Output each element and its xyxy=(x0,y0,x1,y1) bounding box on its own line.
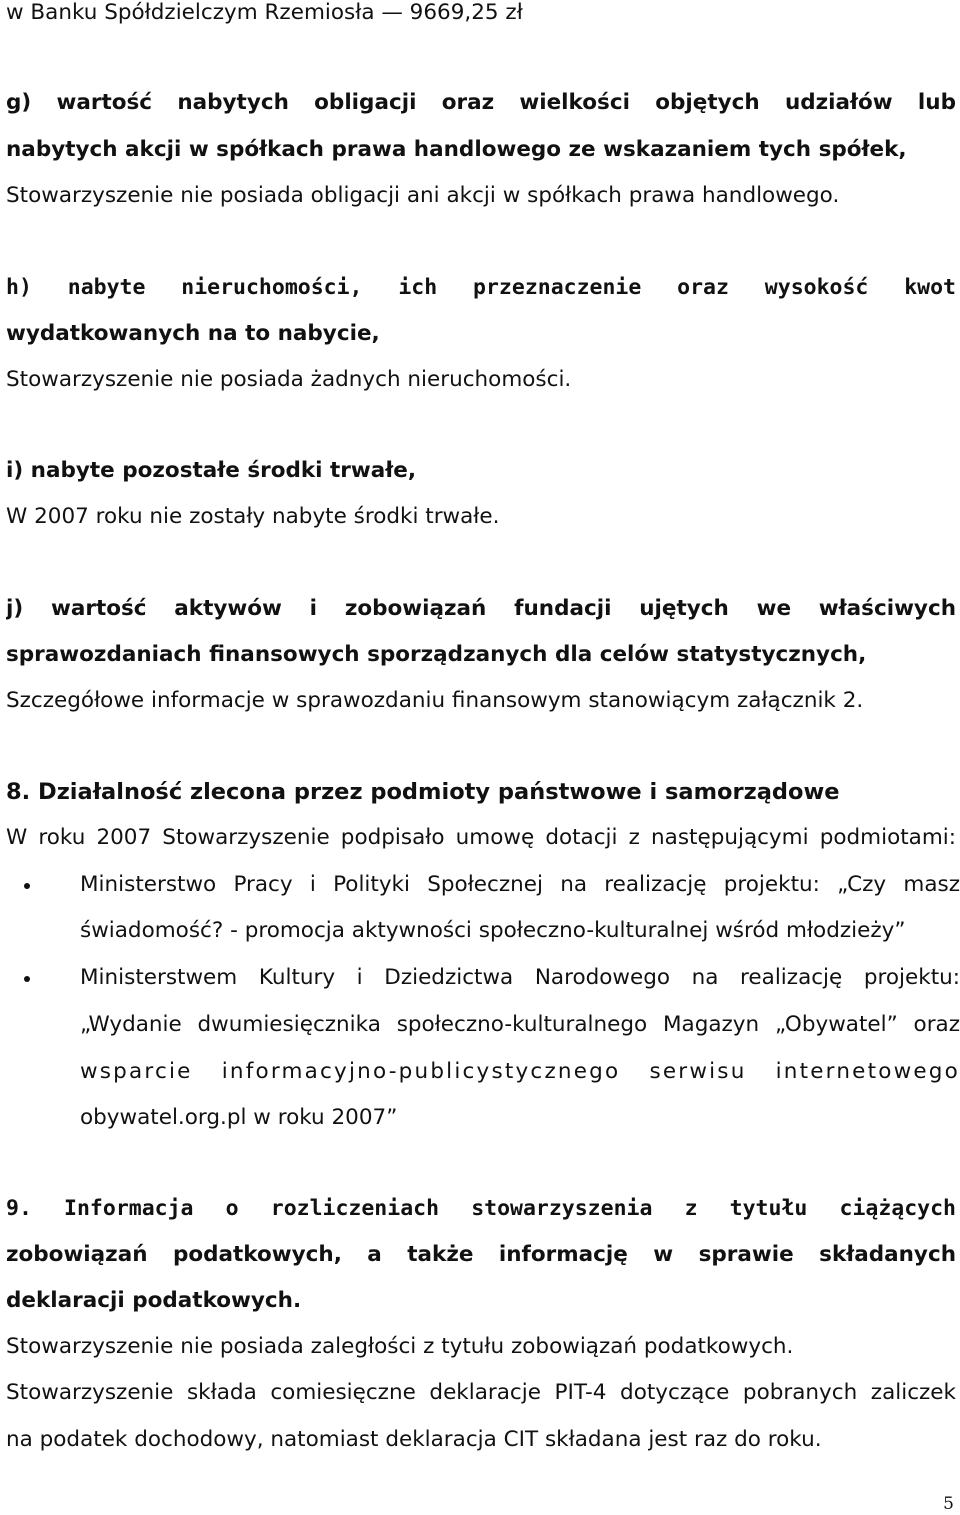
top-line: w Banku Spółdzielczym Rzemiosła — 9669,25 zł xyxy=(6,0,523,25)
section-8-heading: 8. Działalność zlecona przez podmioty państwowe i samorządowe xyxy=(6,779,840,805)
section-8-intro: W roku 2007 Stowarzyszenie podpisało umowę dotacji z następującymi podmiotami: xyxy=(6,825,956,850)
bullet-1-line1: Ministerstwo Pracy i Polityki Społecznej na realizację projektu: „Czy masz xyxy=(80,872,960,897)
section-g-heading-line1: g) wartość nabytych obligacji oraz wielkości objętych udziałów lub xyxy=(6,90,956,115)
bullet-2-line4: obywatel.org.pl w roku 2007” xyxy=(80,1105,398,1130)
section-j-text: Szczegółowe informacje w sprawozdaniu finansowym stanowiącym załącznik 2. xyxy=(6,688,864,713)
bullet-2-dot xyxy=(24,976,30,982)
section-g-text: Stowarzyszenie nie posiada obligacji ani akcji w spółkach prawa handlowego. xyxy=(6,183,840,208)
section-j-heading-line1: j) wartość aktywów i zobowiązań fundacji ujętych we właściwych xyxy=(6,596,956,621)
bullet-2-line1: Ministerstwem Kultury i Dziedzictwa Narodowego na realizację projektu: xyxy=(80,965,960,990)
section-j-heading-line2: sprawozdaniach finansowych sporządzanych dla celów statystycznych, xyxy=(6,642,867,667)
section-h-text: Stowarzyszenie nie posiada żadnych nieruchomości. xyxy=(6,367,572,392)
section-9-heading-line3: deklaracji podatkowych. xyxy=(6,1288,302,1313)
section-9-text-line1: Stowarzyszenie nie posiada zaległości z tytułu zobowiązań podatkowych. xyxy=(6,1334,794,1359)
section-9-text-line2: Stowarzyszenie składa comiesięczne deklaracje PIT-4 dotyczące pobranych zaliczek xyxy=(6,1380,956,1405)
section-h-heading-line1: h) nabyte nieruchomości, ich przeznaczenie oraz wysokość kwot xyxy=(6,275,956,300)
section-9-text-line3: na podatek dochodowy, natomiast deklaracja CIT składana jest raz do roku. xyxy=(6,1427,822,1452)
bullet-2-line3: wsparcie informacyjno-publicystycznego serwisu internetowego xyxy=(80,1059,960,1084)
bullet-1-dot xyxy=(24,883,30,889)
section-i-heading: i) nabyte pozostałe środki trwałe, xyxy=(6,458,417,483)
page-number: 5 xyxy=(943,1494,954,1514)
bullet-2-line2: „Wydanie dwumiesięcznika społeczno-kulturalnego Magazyn „Obywatel” oraz xyxy=(80,1012,960,1037)
section-i-text: W 2007 roku nie zostały nabyte środki trwałe. xyxy=(6,504,500,529)
bullet-1-line2: świadomość? - promocja aktywności społeczno-kulturalnej wśród młodzieży” xyxy=(80,918,906,943)
section-9-heading-line1: 9. Informacja o rozliczeniach stowarzyszenia z tytułu ciążących xyxy=(6,1196,956,1221)
section-g-heading-line2: nabytych akcji w spółkach prawa handlowego ze wskazaniem tych spółek, xyxy=(6,137,907,162)
section-9-heading-line2: zobowiązań podatkowych, a także informację w sprawie składanych xyxy=(6,1242,956,1267)
section-h-heading-line2: wydatkowanych na to nabycie, xyxy=(6,321,380,346)
